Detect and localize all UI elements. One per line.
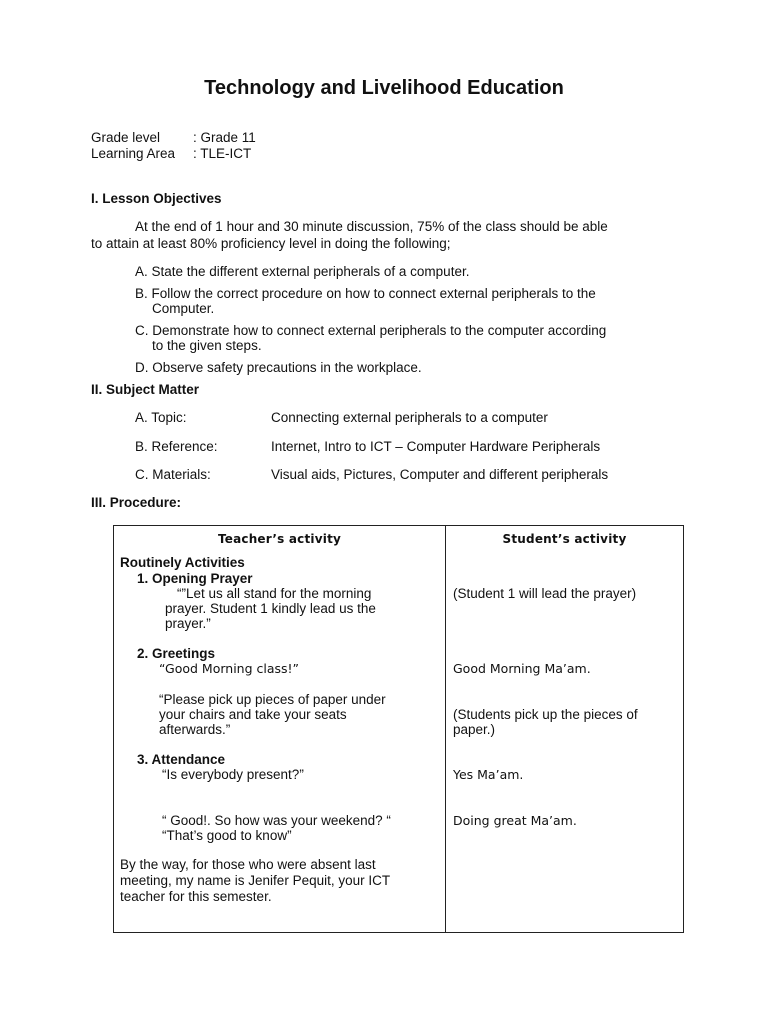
attendance-line2: “ Good!. So how was your weekend? “ — [162, 813, 391, 828]
reference-value: Internet, Intro to ICT – Computer Hardware Peripherals — [271, 439, 601, 454]
grade-level-label: Grade level — [91, 130, 161, 145]
attendance-heading: 3. Attendance — [137, 752, 226, 767]
objective-b-line1: B. Follow the correct procedure on how to connect external peripherals to the — [135, 286, 596, 301]
closing-line1: By the way, for those who were absent last — [120, 857, 376, 872]
closing-line3: teacher for this semester. — [120, 889, 272, 904]
student-doing-great: Doing great Ma’am. — [453, 813, 577, 828]
objective-c-line1: C. Demonstrate how to connect external peripherals to the computer according — [135, 323, 607, 338]
routine-activities-heading: Routinely Activities — [120, 555, 245, 570]
student-paper-line1: (Students pick up the pieces of — [453, 707, 638, 722]
topic-value: Connecting external peripherals to a computer — [271, 410, 548, 425]
document-title: Technology and Livelihood Education — [204, 77, 564, 99]
student-greeting: Good Morning Ma’am. — [453, 661, 591, 676]
learning-area-label: Learning Area — [91, 146, 176, 161]
student-paper-line2: paper.) — [453, 722, 496, 737]
materials-value: Visual aids, Pictures, Computer and different peripherals — [271, 467, 609, 482]
objective-a: A. State the different external peripherals of a computer. — [135, 264, 470, 279]
greetings-heading: 2. Greetings — [137, 646, 216, 661]
student-activity-header: Student’s activity — [502, 532, 627, 546]
greet-line4: afterwards.” — [159, 722, 231, 737]
closing-line2: meeting, my name is Jenifer Pequit, your ICT — [120, 873, 391, 888]
opening-prayer-heading: 1. Opening Prayer — [137, 571, 253, 586]
student-yes: Yes Ma’am. — [453, 767, 524, 782]
teacher-activity-header: Teacher’s activity — [217, 532, 342, 546]
objective-b-line2: Computer. — [152, 301, 215, 316]
objective-d: D. Observe safety precautions in the workplace. — [135, 360, 422, 375]
learning-area-value: : TLE-ICT — [193, 146, 252, 161]
prayer-line1: “”Let us all stand for the morning — [177, 586, 372, 601]
subject-matter-heading: II. Subject Matter — [91, 382, 200, 397]
column-divider — [445, 526, 446, 932]
student-prayer: (Student 1 will lead the prayer) — [453, 586, 637, 601]
prayer-line2: prayer. Student 1 kindly lead us the — [165, 601, 376, 616]
reference-label: B. Reference: — [135, 439, 218, 454]
objectives-intro-line2: to attain at least 80% proficiency level in doing the following; — [91, 236, 451, 251]
greet-line1: “Good Morning class!” — [159, 661, 300, 676]
greet-line3: your chairs and take your seats — [159, 707, 347, 722]
grade-level-value: : Grade 11 — [193, 130, 256, 145]
attendance-line1: “Is everybody present?” — [162, 767, 304, 782]
procedure-table — [113, 525, 684, 933]
prayer-line3: prayer.” — [165, 616, 211, 631]
procedure-heading: III. Procedure: — [91, 495, 182, 510]
greet-line2: “Please pick up pieces of paper under — [159, 692, 386, 707]
objectives-intro-line1: At the end of 1 hour and 30 minute discussion, 75% of the class should be able — [135, 219, 608, 234]
attendance-line3: “That’s good to know” — [162, 828, 292, 843]
topic-label: A. Topic: — [135, 410, 187, 425]
objectives-heading: I. Lesson Objectives — [91, 191, 222, 206]
materials-label: C. Materials: — [135, 467, 211, 482]
objective-c-line2: to the given steps. — [152, 338, 262, 353]
